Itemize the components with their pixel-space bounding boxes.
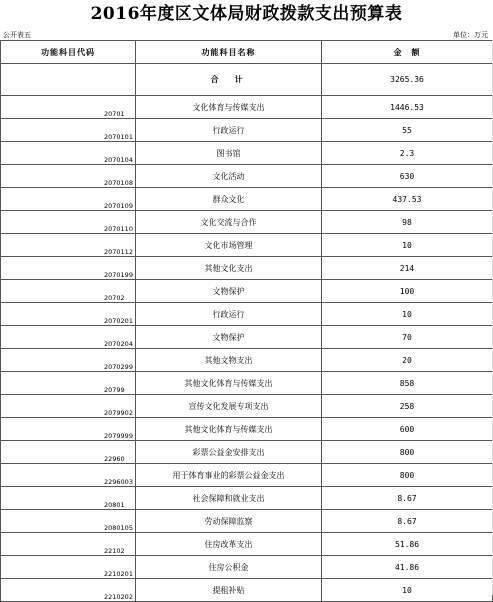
- amount-cell: 8.67: [322, 487, 493, 510]
- budget-table: [0, 40, 493, 602]
- amount-cell: 20: [322, 349, 493, 372]
- name-cell: 住房改革支出: [136, 533, 322, 556]
- header-row: [1, 41, 493, 64]
- amount-cell: 800: [322, 441, 493, 464]
- amount-cell: 858: [322, 372, 493, 395]
- code-cell: 2070201: [1, 303, 136, 326]
- amount-cell: 630: [322, 165, 493, 188]
- code-cell: 2079999: [1, 418, 136, 441]
- table-row: [1, 510, 493, 533]
- unit-note: 单位：万元: [453, 31, 488, 39]
- amount-cell: 10: [322, 579, 493, 602]
- name-cell: 行政运行: [136, 119, 322, 142]
- code-cell: 2079902: [1, 395, 136, 418]
- amount-cell: 258: [322, 395, 493, 418]
- total-code-cell: [1, 64, 136, 96]
- name-cell: 其他文化体育与传媒支出: [136, 372, 322, 395]
- table-row: [1, 119, 493, 142]
- amount-cell: 214: [322, 257, 493, 280]
- table-row: [1, 280, 493, 303]
- code-cell: 2070204: [1, 326, 136, 349]
- code-cell: 2070199: [1, 257, 136, 280]
- code-cell: 2210201: [1, 556, 136, 579]
- code-cell: 2070110: [1, 211, 136, 234]
- code-cell: 2070108: [1, 165, 136, 188]
- name-cell: 文物保护: [136, 326, 322, 349]
- page-title: 2016年度区文体局财政拨款支出预算表: [90, 4, 403, 24]
- amount-cell: 100: [322, 280, 493, 303]
- code-cell: 22960: [1, 441, 136, 464]
- code-cell: 20701: [1, 96, 136, 119]
- name-cell: 行政运行: [136, 303, 322, 326]
- table-row: [1, 188, 493, 211]
- table-row: [1, 234, 493, 257]
- code-cell: 2296003: [1, 464, 136, 487]
- name-cell: 宣传文化发展专项支出: [136, 395, 322, 418]
- table-row: [1, 372, 493, 395]
- code-cell: 22102: [1, 533, 136, 556]
- name-cell: 提租补贴: [136, 579, 322, 602]
- name-cell: 彩票公益金安排支出: [136, 441, 322, 464]
- amount-cell: 41.86: [322, 556, 493, 579]
- amount-cell: 55: [322, 119, 493, 142]
- name-cell: 文化市场管理: [136, 234, 322, 257]
- code-cell: 20799: [1, 372, 136, 395]
- code-cell: 2210202: [1, 579, 136, 602]
- amount-cell: 51.86: [322, 533, 493, 556]
- code-cell: 2070104: [1, 142, 136, 165]
- amount-cell: 10: [322, 303, 493, 326]
- name-cell: 其他文化支出: [136, 257, 322, 280]
- table-row: [1, 326, 493, 349]
- amount-cell: 800: [322, 464, 493, 487]
- amount-cell: 10: [322, 234, 493, 257]
- table-row: [1, 211, 493, 234]
- total-amount: 3265.36: [322, 64, 493, 96]
- amount-cell: 8.67: [322, 510, 493, 533]
- amount-cell: 600: [322, 418, 493, 441]
- header-amount: 金 额: [322, 41, 493, 64]
- table-row: [1, 257, 493, 280]
- name-cell: 文化交流与合作: [136, 211, 322, 234]
- table-row: [1, 303, 493, 326]
- total-row: [1, 64, 493, 96]
- name-cell: 其他文物支出: [136, 349, 322, 372]
- table-row: [1, 533, 493, 556]
- name-cell: 社会保障和就业支出: [136, 487, 322, 510]
- name-cell: 劳动保障监察: [136, 510, 322, 533]
- name-cell: 用于体育事业的彩票公益金支出: [136, 464, 322, 487]
- amount-cell: 2.3: [322, 142, 493, 165]
- code-cell: 20702: [1, 280, 136, 303]
- name-cell: 群众文化: [136, 188, 322, 211]
- name-cell: 文化活动: [136, 165, 322, 188]
- table-row: [1, 441, 493, 464]
- code-cell: 2070101: [1, 119, 136, 142]
- name-cell: 图书馆: [136, 142, 322, 165]
- code-cell: 20801: [1, 487, 136, 510]
- code-cell: 2080105: [1, 510, 136, 533]
- table-row: [1, 487, 493, 510]
- table-row: [1, 96, 493, 119]
- header-code: 功能科目代码: [1, 41, 136, 64]
- table-row: [1, 556, 493, 579]
- code-cell: 2070112: [1, 234, 136, 257]
- header-name: 功能科目名称: [136, 41, 322, 64]
- table-row: [1, 349, 493, 372]
- table-row: [1, 579, 493, 602]
- table-row: [1, 395, 493, 418]
- name-cell: 其他文化体育与传媒支出: [136, 418, 322, 441]
- code-cell: 2070299: [1, 349, 136, 372]
- name-cell: 住房公积金: [136, 556, 322, 579]
- name-cell: 文物保护: [136, 280, 322, 303]
- table-row: [1, 165, 493, 188]
- amount-cell: 1446.53: [322, 96, 493, 119]
- table-row: [1, 142, 493, 165]
- table-row: [1, 464, 493, 487]
- amount-cell: 437.53: [322, 188, 493, 211]
- name-cell: 文化体育与传媒支出: [136, 96, 322, 119]
- amount-cell: 98: [322, 211, 493, 234]
- table-number-note: 公开表五: [3, 31, 31, 39]
- code-cell: 2070109: [1, 188, 136, 211]
- total-label: 合 计: [136, 64, 322, 96]
- amount-cell: 70: [322, 326, 493, 349]
- table-row: [1, 418, 493, 441]
